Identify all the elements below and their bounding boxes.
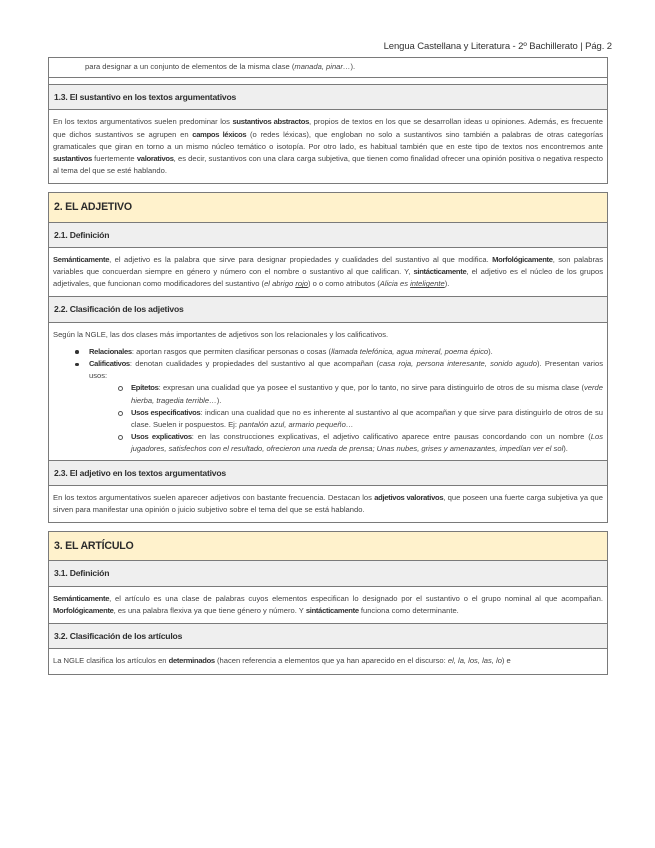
- spacer: [48, 523, 608, 531]
- section-2-2-body: [48, 323, 608, 461]
- section-3-1-heading: 3.1. Definición: [48, 561, 608, 586]
- list-item-epitetos: Epítetos: expresan una cualidad que ya posee el sustantivo y que, por lo tanto, no sirve para distinguirlo de otros de su misma clase (verde hierba, tragedia terrible…).: [131, 382, 603, 406]
- section-2-3-paragraph: En los textos argumentativos suelen aparecer adjetivos con bastante frecuencia. Destacan los adjetivos valorativos, que poseen una fuerte carga subjetiva ya que sirven para manifestar una opinión o juicio subjetivo sobre el tema del que se está hablando.: [53, 492, 603, 515]
- section-1-3-paragraph: En los textos argumentativos suelen predominar los sustantivos abstractos, propios de textos en los que se desarrollan ideas u opiniones. Además, es frecuente que dichos sustantivos se agrupen en campos léxicos (o redes léxicas), que engloban no solo a sustantivos sino también a palabras de otras categorías gramaticales que giran en torno a un mismo núcleo temático o isotopía. Por otro lado, es habitual también que en este tipo de textos nos encontremos ante sustantivos fuertemente valorativos, es decir, sustantivos con una clara carga subjetiva, que tienen como finalidad ofrecer una opinión positiva o negativa respecto al tema del que se esté hablando.: [53, 117, 603, 176]
- section-1-3-body: [48, 110, 608, 184]
- calificativos-uses-list: [119, 382, 603, 455]
- list-item-explicativos: Usos explicativos: en las construcciones explicativas, el adjetivo calificativo aparece entre pausas concordando con un nombre (Los jugadores, satisfechos con el resultado, ofrecieron una rueda de prensa; Unas nubes, grises y amenazantes, impedían ver el sol).: [131, 431, 603, 455]
- list-item-calificativos: Calificativos: denotan cualidades y propiedades del sustantivo al que acompañan (casa roja, persona interesante, sonido agudo). Presentan varios usos: Epítetos: expresan una cualidad que ya posee el sustantivo y que, por lo tanto, no sirve para distinguirlo de otros de su misma clase (verde hierba, tragedia terrible…). Usos especificativos: indican una cualidad que no es inherente al sustantivo al que acompañan y que sirve para distinguirlo de otros de su clase. Suelen ir pospuestos. Ej: pantalón azul, armario pequeño… Usos explicativos: en las construcciones explicativas, el adjetivo calificativo aparece entre pausas concordando con un nombre (Los jugadores, satisfechos con el resultado, ofrecieron una rueda de prensa; Unas nubes, grises y amenazantes, impedían ver el sol).: [89, 358, 603, 456]
- continuation-text: para designar a un conjunto de elementos de la misma clase (manada, pinar…).: [85, 62, 356, 71]
- spacer: [48, 184, 608, 192]
- section-3-heading: 3. EL ARTÍCULO: [48, 531, 608, 561]
- section-2-2-intro: Según la NGLE, las dos clases más importantes de adjetivos son los relacionales y los calificativos.: [53, 329, 389, 339]
- continuation-box: [48, 57, 608, 78]
- section-3-2-heading: 3.2. Clasificación de los artículos: [48, 624, 608, 649]
- section-2-1-body: [48, 248, 608, 298]
- adjective-types-list: [53, 346, 603, 456]
- section-2-heading: 2. EL ADJETIVO: [48, 192, 608, 222]
- section-2-2-heading: 2.2. Clasificación de los adjetivos: [48, 297, 608, 322]
- section-2-1-paragraph: Semánticamente, el adjetivo es la palabra que sirve para designar propiedades y cualidades del sustantivo al que modifica. Morfológicamente, son palabras variables que concuerdan siempre en género y número con el nombre o sustantivo al que califican. Y, sintácticamente, el adjetivo es el núcleo de los grupos adjetivales, que funcionan como modificadores del sustantivo (el abrigo rojo) o o como atributos (Alicia es inteligente).: [53, 254, 603, 289]
- section-1-3-heading: 1.3. El sustantivo en los textos argumentativos: [48, 84, 608, 110]
- section-2-1-heading: 2.1. Definición: [48, 223, 608, 248]
- list-item-especificativos: Usos especificativos: indican una cualidad que no es inherente al sustantivo al que acompañan y que sirve para distinguirlo de otros de su clase. Suelen ir pospuestos. Ej: pantalón azul, armario pequeño…: [131, 407, 603, 431]
- section-3-2-paragraph: La NGLE clasifica los artículos en determinados (hacen referencia a elementos que ya han aparecido en el discurso: el, la, los, las, lo) e: [53, 656, 511, 666]
- page-header: Lengua Castellana y Literatura - 2º Bachillerato | Pág. 2: [383, 41, 612, 52]
- section-3-2-body: [48, 649, 608, 674]
- section-3-1-paragraph: Semánticamente, el artículo es una clase de palabras cuyos elementos especifican lo designado por el sustantivo o el grupo nominal al que acompañan. Morfológicamente, es una palabra flexiva ya que tiene género y número. Y sintácticamente funciona como determinante.: [53, 593, 603, 615]
- section-2-3-body: [48, 486, 608, 523]
- document-content: [48, 57, 608, 675]
- list-item-relacionales: Relacionales: aportan rasgos que permiten clasificar personas o cosas (llamada telefónica, agua mineral, poema épico).: [89, 346, 603, 358]
- section-2-3-heading: 2.3. El adjetivo en los textos argumentativos: [48, 461, 608, 486]
- section-3-1-body: [48, 587, 608, 624]
